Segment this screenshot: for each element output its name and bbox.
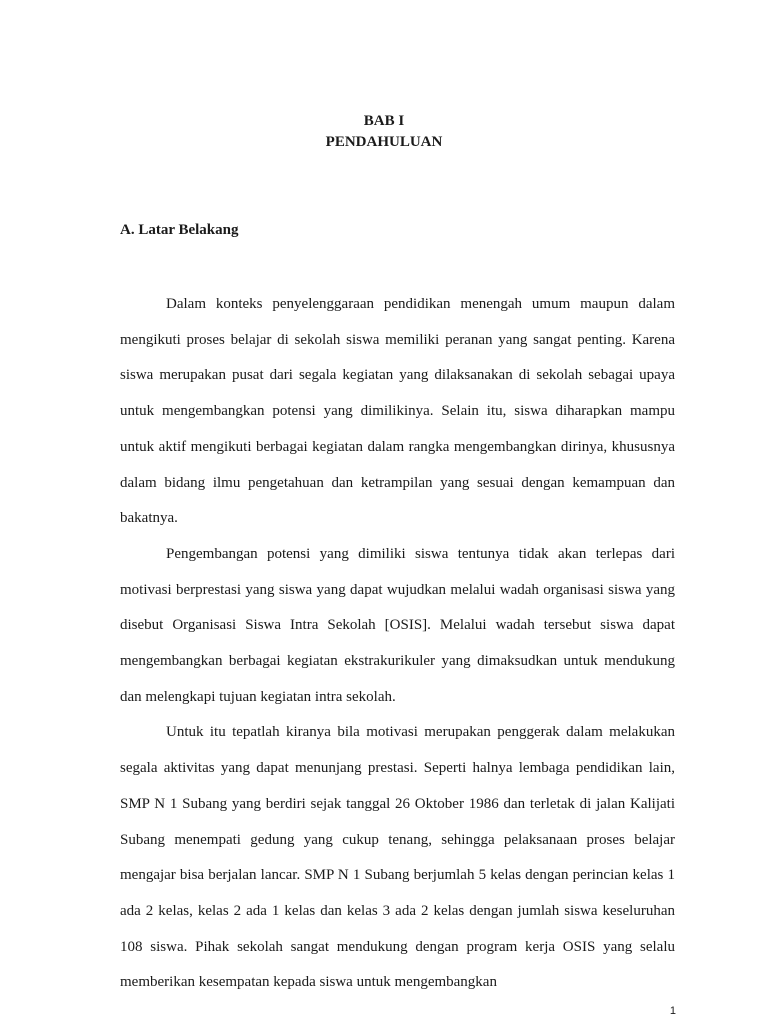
body-text bbox=[120, 287, 675, 1001]
paragraph: Pengembangan potensi yang dimiliki siswa tentunya tidak akan terlepas dari motivasi berprestasi yang siswa yang dapat wujudkan melalui wadah organisasi siswa yang disebut Organisasi Siswa Intra Sekolah [OSIS]. Melalui wadah tersebut siswa dapat mengembangkan berbagai kegiatan ekstrakurikuler yang dimaksudkan untuk mendukung dan melengkapi tujuan kegiatan intra sekolah. bbox=[120, 545, 675, 705]
page-number: 1 bbox=[669, 1005, 676, 1017]
paragraph: Dalam konteks penyelenggaraan pendidikan menengah umum maupun dalam mengikuti proses belajar di sekolah siswa memiliki peranan yang sangat penting. Karena siswa merupakan pusat dari segala kegiatan yang dilaksanakan di sekolah sebagai upaya untuk mengembangkan potensi yang dimilikinya. Selain itu, siswa diharapkan mampu untuk aktif mengikuti berbagai kegiatan dalam rangka mengembangkan dirinya, khususnya dalam bidang ilmu pengetahuan dan ketrampilan yang sesuai dengan kemampuan dan bakatnya. bbox=[120, 296, 675, 527]
section-heading: A. Latar Belakang bbox=[120, 222, 239, 238]
chapter-number: BAB I bbox=[363, 113, 405, 129]
paragraph: Untuk itu tepatlah kiranya bila motivasi merupakan penggerak dalam melakukan segala aktivitas yang dapat menunjang prestasi. Seperti halnya lembaga pendidikan lain, SMP N 1 Subang yang berdiri sejak tanggal 26 Oktober 1986 dan terletak di jalan Kalijati Subang menempati gedung yang cukup tenang, sehingga pelaksanaan proses belajar mengajar bisa berjalan lancar. SMP N 1 Subang berjumlah 5 kelas dengan perincian kelas 1 ada 2 kelas, kelas 2 ada 1 kelas dan kelas 3 ada 2 kelas dengan jumlah siswa keseluruhan 108 siswa. Pihak sekolah sangat mendukung dengan program kerja OSIS yang selalu memberikan kesempatan kepada siswa untuk mengembangkan bbox=[120, 724, 675, 991]
chapter-title: PENDAHULUAN bbox=[325, 134, 443, 150]
